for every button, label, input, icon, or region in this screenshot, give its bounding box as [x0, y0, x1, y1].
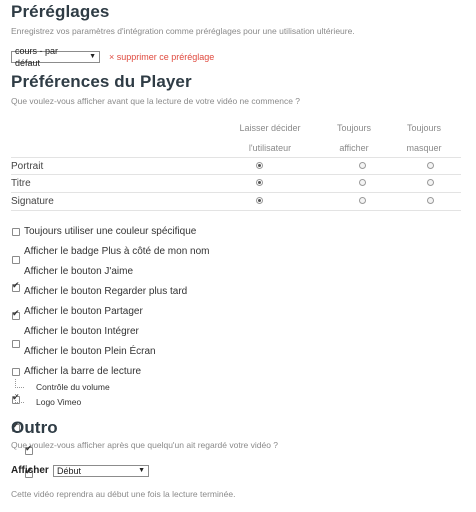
radio-portrait-user[interactable] — [256, 162, 263, 169]
option-label: Afficher le bouton Plein Écran — [24, 346, 156, 357]
row-divider — [11, 192, 461, 193]
checkbox-watch-later-button[interactable] — [12, 312, 20, 320]
outro-description: Que voulez-vous afficher après que quelqu'un ait regardé votre vidéo ? — [11, 440, 279, 450]
preset-select-value: cours - par défaut — [15, 46, 59, 68]
row-divider — [11, 210, 461, 211]
row-label-title: Titre — [11, 178, 31, 189]
outro-note: Cette vidéo reprendra au début une fois la lecture terminée. — [11, 489, 236, 499]
col-header-user-decides: Laisser décider l'utilisateur — [239, 123, 301, 153]
radio-signature-hide[interactable] — [427, 197, 434, 204]
radio-title-user[interactable] — [256, 179, 263, 186]
radio-signature-show[interactable] — [359, 197, 366, 204]
player-prefs-description: Que voulez-vous afficher avant que la lecture de votre vidéo ne commence ? — [11, 96, 301, 106]
outro-select[interactable] — [53, 465, 149, 477]
row-divider — [11, 174, 461, 175]
presets-description: Enregistrez vos paramètres d'intégration comme préréglages pour une utilisation ultérieure. — [11, 26, 355, 36]
radio-title-show[interactable] — [359, 179, 366, 186]
option-label: Afficher le bouton Regarder plus tard — [24, 286, 188, 297]
option-label: Afficher le bouton Partager — [24, 306, 143, 317]
radio-title-hide[interactable] — [427, 179, 434, 186]
checkbox-plus-badge[interactable] — [12, 256, 20, 264]
tree-connector — [15, 379, 24, 388]
delete-preset-link[interactable]: × supprimer ce préréglage — [109, 52, 215, 62]
option-label: Afficher le bouton Intégrer — [24, 326, 139, 337]
sub-option-label: Contrôle du volume — [36, 382, 110, 392]
radio-signature-user[interactable] — [256, 197, 263, 204]
radio-portrait-hide[interactable] — [427, 162, 434, 169]
tree-connector — [15, 394, 24, 403]
sub-option-label: Logo Vimeo — [36, 397, 82, 407]
chevron-down-icon: ▼ — [89, 53, 96, 60]
col-header-always-show: Toujours afficher — [336, 123, 372, 153]
checkbox-share-button[interactable] — [12, 340, 20, 348]
chevron-down-icon: ▼ — [138, 467, 145, 474]
presets-title: Préréglages — [11, 2, 110, 21]
row-label-portrait: Portrait — [11, 161, 44, 172]
option-label: Afficher le bouton J'aime — [24, 266, 134, 277]
col-header-always-hide: Toujours masquer — [406, 123, 442, 153]
checkbox-embed-button[interactable] — [12, 368, 20, 376]
row-divider — [11, 157, 461, 158]
player-prefs-title: Préférences du Player — [11, 72, 192, 91]
checkbox-like-button[interactable] — [12, 284, 20, 292]
radio-portrait-show[interactable] — [359, 162, 366, 169]
checkbox-custom-color[interactable] — [12, 228, 20, 236]
outro-title: Outro — [11, 418, 58, 437]
option-label: Afficher la barre de lecture — [24, 366, 142, 377]
row-label-signature: Signature — [11, 196, 54, 207]
outro-select-label: Afficher — [11, 465, 49, 476]
outro-select-value: Début — [57, 466, 82, 476]
preset-select[interactable] — [11, 46, 100, 68]
option-label: Afficher le badge Plus à côté de mon nom — [24, 246, 210, 257]
option-label: Toujours utiliser une couleur spécifique — [24, 226, 197, 237]
